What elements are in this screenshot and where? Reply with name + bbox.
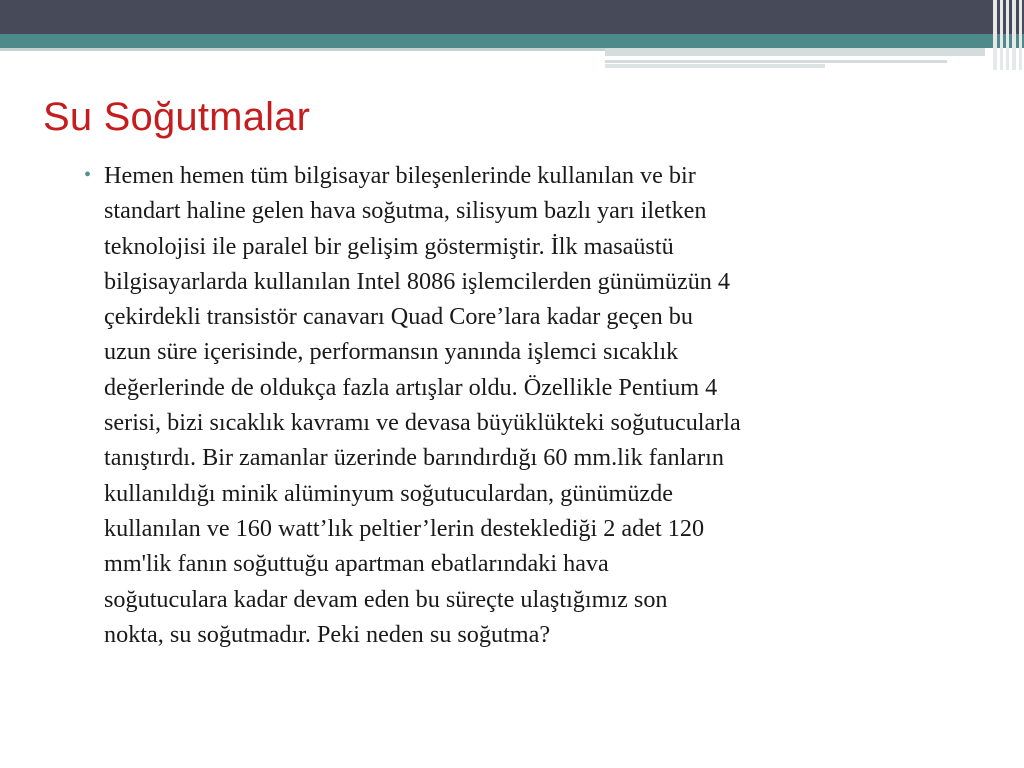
corner-stripe — [1006, 0, 1009, 70]
bullet-text-line: nokta, su soğutmadır. Peki neden su soğutma? — [104, 620, 551, 648]
corner-stripe — [1000, 0, 1003, 70]
corner-stripe — [993, 0, 997, 70]
header-accent-line — [605, 64, 825, 68]
bullet-text-line: mm'lik fanın soğuttuğu apartman ebatlarındaki hava — [104, 550, 609, 578]
bullet-text-line: uzun süre içerisinde, performansın yanında işlemci sıcaklık — [104, 338, 679, 366]
bullet-text-line: bilgisayarlarda kullanılan Intel 8086 işlemcilerden günümüzün 4 — [104, 267, 731, 295]
bullet-item — [84, 158, 984, 652]
bullet-text-line: tanıştırdı. Bir zamanlar üzerinde barındırdığı 60 mm.lik fanların — [104, 444, 724, 472]
header-accent-line — [605, 48, 985, 56]
corner-stripe — [1012, 0, 1016, 70]
bullet-text-line: Hemen hemen tüm bilgisayar bileşenlerinde kullanılan ve bir — [104, 162, 696, 189]
bullet-text-line: standart haline gelen hava soğutma, silisyum bazlı yarı iletken — [104, 197, 707, 225]
bullet-text-line: serisi, bizi sıcaklık kavramı ve devasa büyüklükteki soğutucularla — [104, 409, 741, 437]
bullet-text-line: soğutuculara kadar devam eden bu süreçte ulaştığımız son — [104, 585, 668, 613]
header-dark-band — [0, 0, 1024, 34]
slide-body — [84, 158, 984, 652]
bullet-text-line: kullanılan ve 160 watt’lık peltier’lerin desteklediği 2 adet 120 — [104, 514, 705, 542]
bullet-text-line: teknolojisi ile paralel bir gelişim göstermiştir. İlk masaüstü — [104, 232, 674, 260]
bullet-icon: • — [84, 164, 92, 186]
bullet-text-line: çekirdekli transistör canavarı Quad Core’lara kadar geçen bu — [104, 303, 693, 331]
corner-stripe — [1019, 0, 1022, 70]
header-accent-line — [605, 60, 947, 63]
header-accent-line — [0, 48, 605, 51]
bullet-text-line: kullanıldığı minik alüminyum soğutuculardan, günümüzde — [104, 479, 673, 507]
bullet-text-line: değerlerinde de oldukça fazla artışlar oldu. Özellikle Pentium 4 — [104, 373, 718, 401]
header-teal-band — [0, 34, 1024, 48]
slide-title: Su Soğutmalar — [43, 95, 311, 139]
